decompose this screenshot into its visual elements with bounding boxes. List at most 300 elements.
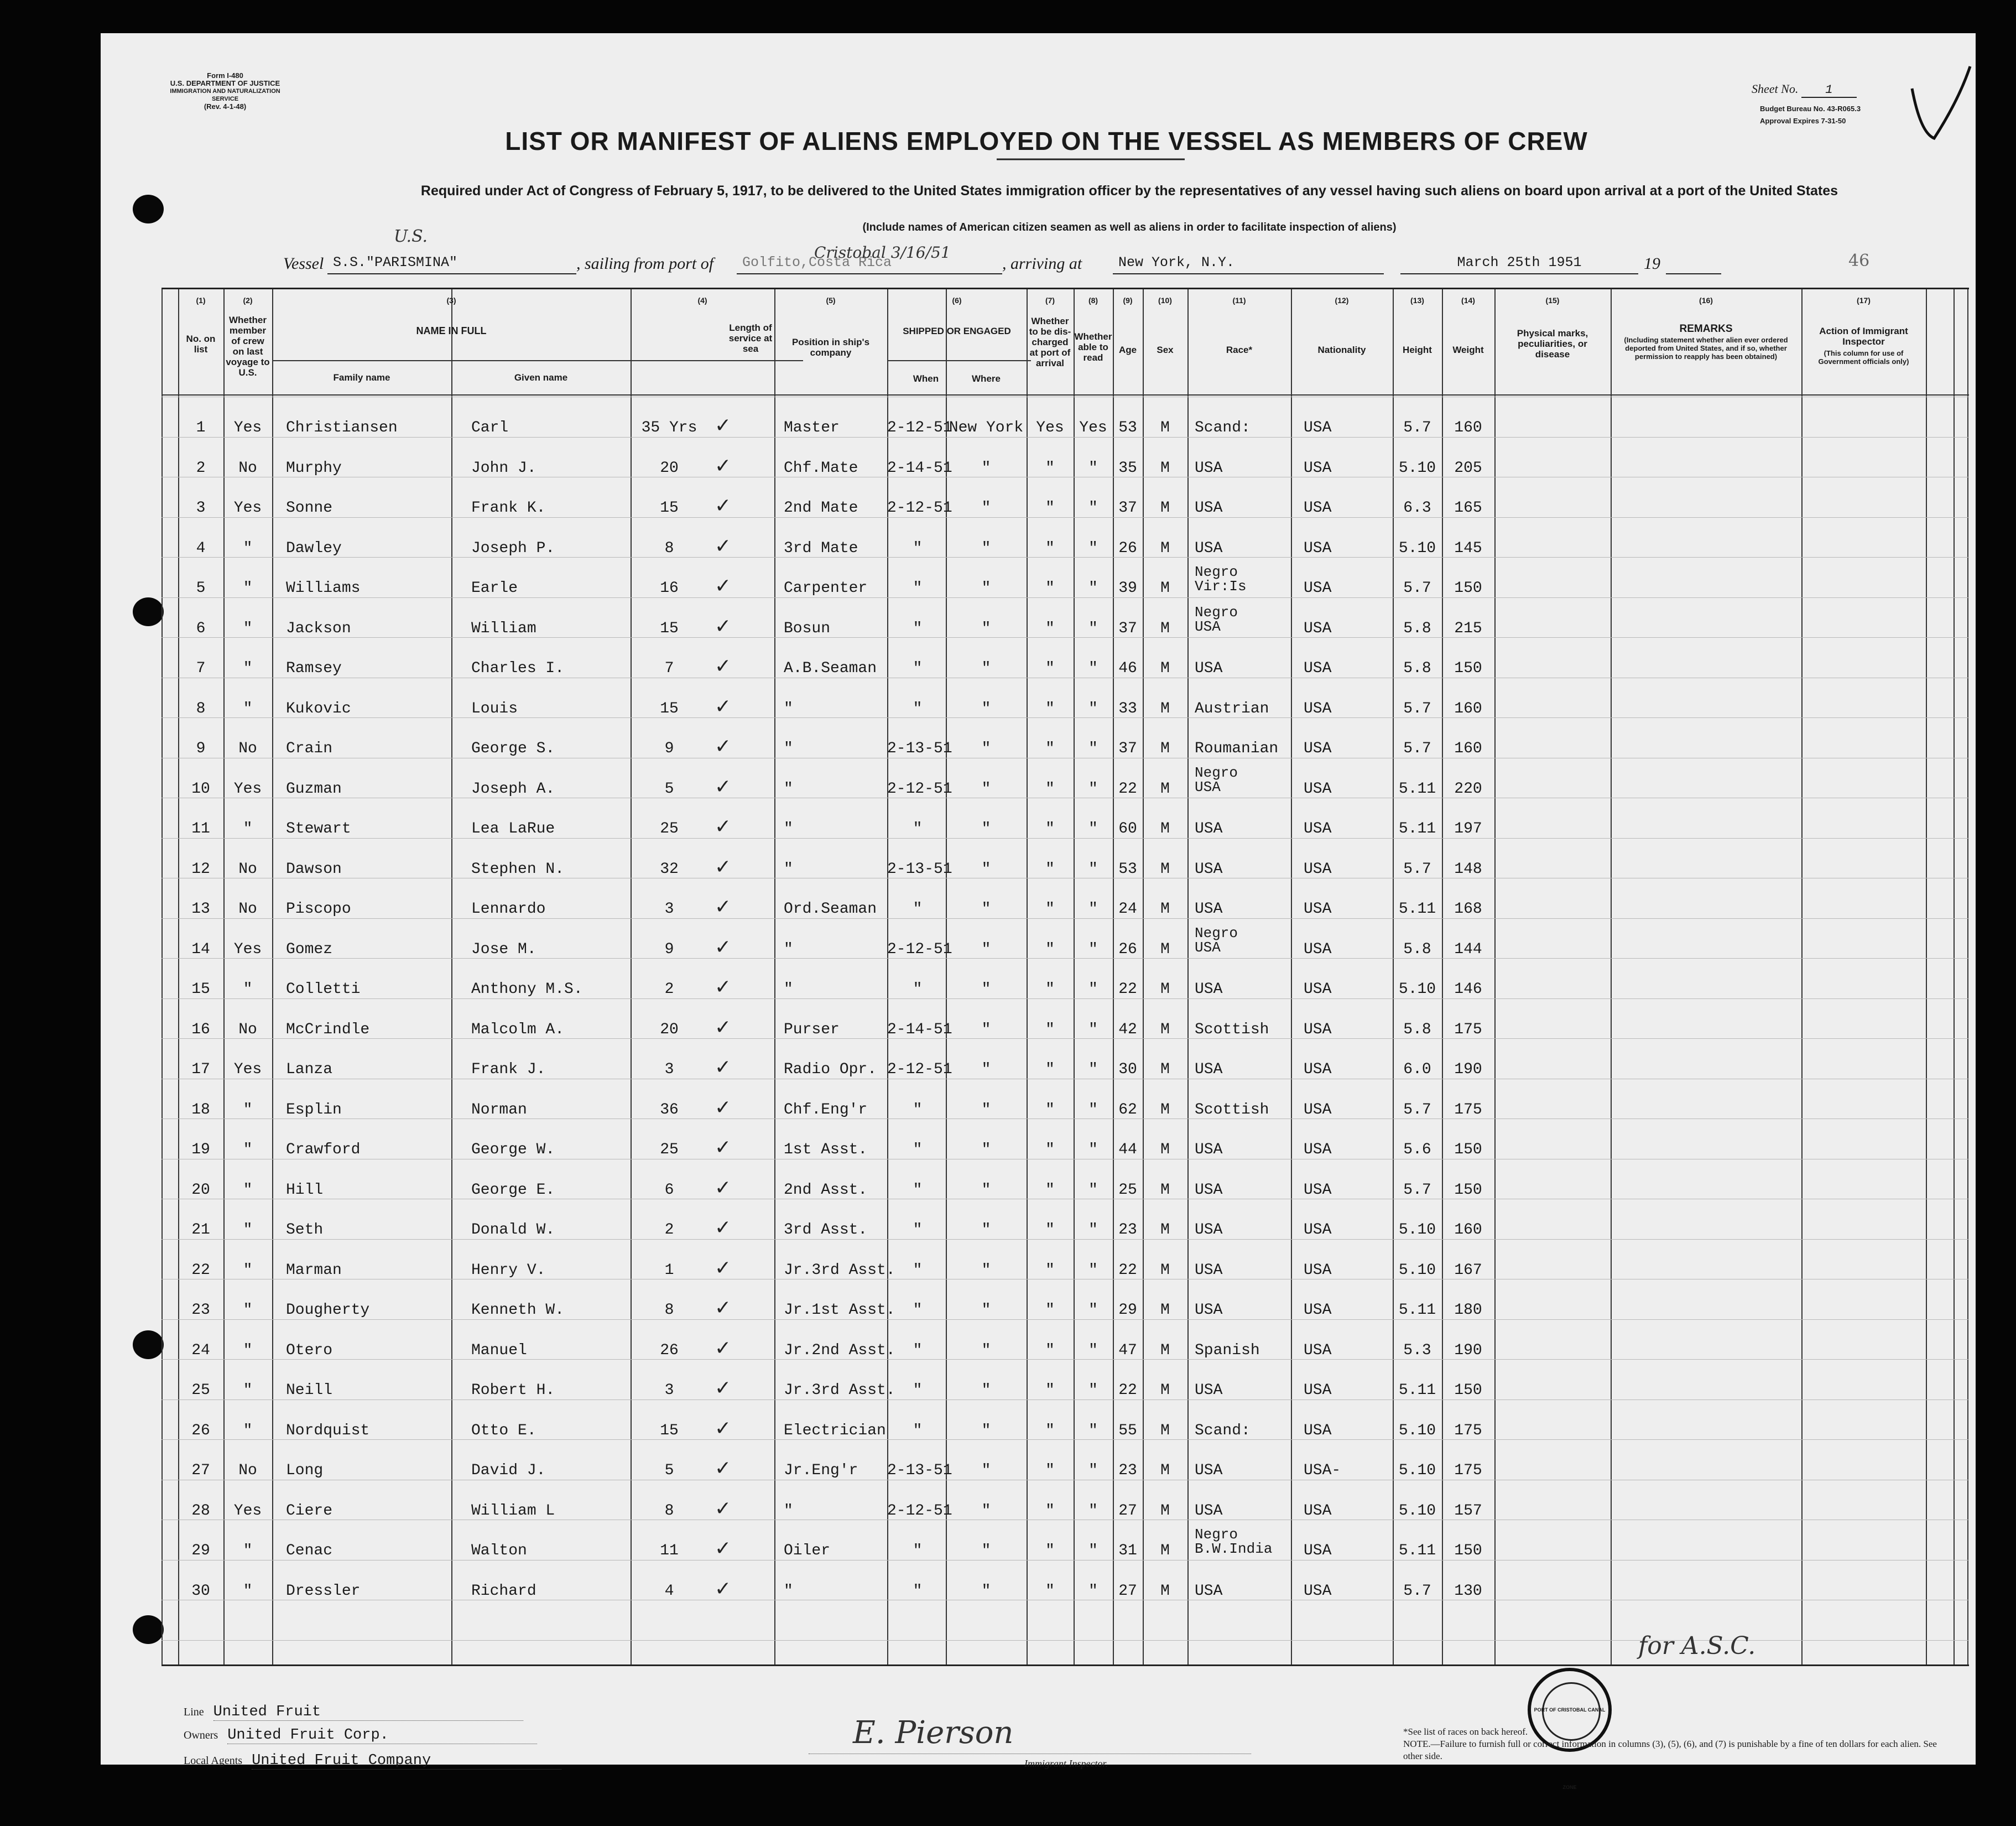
cell-race: USA [1195, 660, 1223, 677]
cell-race: USA [1195, 1382, 1223, 1399]
cell-shipped-when: " [913, 1141, 923, 1158]
cell-shipped-where: " [981, 1261, 991, 1279]
cell-given-name: Lea LaRue [471, 820, 555, 837]
sailing-port: Golfito,Costa Rica [737, 254, 1002, 274]
cell-length-service: 35 Yrs [641, 419, 697, 436]
cell-prev-voyage: Yes [233, 419, 262, 436]
cell-position: 2nd Mate [784, 500, 858, 517]
check-mark-icon: ✓ [715, 1016, 732, 1039]
cell-length-service: 6 [664, 1181, 674, 1199]
cell-shipped-where: " [981, 539, 991, 557]
cell-sex: M [1160, 580, 1170, 597]
cell-sex: M [1160, 1021, 1170, 1038]
owners-value: United Fruit Corp. [227, 1727, 537, 1744]
cell-race: USA [1195, 860, 1223, 878]
cell-length-service: 26 [660, 1341, 679, 1359]
cell-given-name: Otto E. [471, 1422, 536, 1439]
cell-row-number: 9 [196, 740, 206, 757]
header-when: When [913, 373, 939, 384]
cell-height: 5.10 [1398, 981, 1436, 998]
cell-given-name: Earle [471, 580, 518, 597]
cell-position: " [784, 1502, 793, 1520]
cell-given-name: Malcolm A. [471, 1021, 565, 1038]
cell-discharged: " [1045, 1181, 1055, 1199]
cell-length-service: 9 [664, 940, 674, 958]
header-no: No. on list [186, 334, 216, 355]
cell-race: USA [1195, 1462, 1223, 1479]
service-name: IMMIGRATION AND NATURALIZATION SERVICE [170, 88, 280, 102]
cell-nationality: USA [1304, 1382, 1332, 1399]
sailing-label: , sailing from port of [576, 254, 714, 273]
cell-able-read: " [1088, 1422, 1098, 1439]
cell-able-read: " [1088, 1101, 1098, 1119]
cell-shipped-when: 2-12-51 [887, 500, 952, 517]
cell-position: Electrician [784, 1422, 886, 1439]
agents-label: Local Agents [184, 1755, 243, 1767]
cell-sex: M [1160, 700, 1170, 717]
cell-row-number: 14 [191, 940, 210, 958]
header-sex: Sex [1157, 345, 1174, 355]
check-mark-icon: ✓ [715, 1256, 732, 1279]
cell-discharged: " [1045, 1261, 1055, 1279]
cell-family-name: Otero [286, 1341, 333, 1359]
cell-position: Jr.2nd Asst. [784, 1341, 895, 1359]
cell-position: Chf.Eng'r [784, 1101, 868, 1119]
cell-prev-voyage: No [238, 1021, 257, 1038]
cell-position: Jr.1st Asst. [784, 1302, 895, 1319]
cell-discharged: " [1045, 1021, 1055, 1038]
cell-family-name: Esplin [286, 1101, 342, 1119]
cell-weight: 165 [1454, 500, 1482, 517]
cell-height: 5.10 [1398, 1221, 1436, 1239]
cell-length-service: 4 [664, 1582, 674, 1600]
cell-height: 5.11 [1398, 1382, 1436, 1399]
cell-shipped-when: " [913, 1101, 923, 1119]
cell-nationality: USA [1304, 500, 1332, 517]
check-mark-icon: ✓ [715, 735, 732, 758]
cell-row-number: 15 [191, 981, 210, 998]
cell-family-name: Kukovic [286, 700, 351, 717]
cell-sex: M [1160, 860, 1170, 878]
cell-height: 5.7 [1403, 1582, 1431, 1600]
cell-weight: 150 [1454, 660, 1482, 677]
cell-position: " [784, 1582, 793, 1600]
race-line-1: Negro [1195, 604, 1238, 621]
cell-age: 23 [1118, 1462, 1137, 1479]
cell-discharged: " [1045, 1502, 1055, 1520]
cell-able-read: " [1088, 1181, 1098, 1199]
cell-shipped-where: " [981, 780, 991, 798]
cell-able-read: " [1088, 1582, 1098, 1600]
row-rule [162, 1319, 1969, 1320]
cell-position: Master [784, 419, 840, 436]
cell-shipped-where: " [981, 1341, 991, 1359]
cell-race: Roumanian [1195, 740, 1279, 757]
check-mark-icon: ✓ [715, 1176, 732, 1199]
cell-race: Scand: [1195, 1422, 1251, 1439]
cell-age: 25 [1118, 1181, 1137, 1199]
cell-position: A.B.Seaman [784, 660, 877, 677]
cell-position: " [784, 860, 793, 878]
cell-able-read: " [1088, 620, 1098, 637]
cell-position: " [784, 820, 793, 837]
cell-shipped-when: " [913, 580, 923, 597]
cell-weight: 180 [1454, 1302, 1482, 1319]
cell-weight: 197 [1454, 820, 1482, 837]
cell-prev-voyage: " [243, 1221, 253, 1239]
header-action-sub: (This column for use of Government officials only) [1818, 349, 1909, 366]
cell-able-read: " [1088, 1542, 1098, 1559]
cell-shipped-where: " [981, 620, 991, 637]
cell-discharged: " [1045, 1061, 1055, 1078]
header-position: Position in ship's company [791, 337, 870, 358]
cell-given-name: Frank K. [471, 500, 546, 517]
cell-height: 5.3 [1403, 1341, 1431, 1359]
cell-given-name: Donald W. [471, 1221, 555, 1239]
cell-age: 22 [1118, 981, 1137, 998]
cell-row-number: 25 [191, 1382, 210, 1399]
cell-discharged: " [1045, 901, 1055, 918]
cell-shipped-where: " [981, 901, 991, 918]
cell-position: Bosun [784, 620, 831, 637]
cell-row-number: 19 [191, 1141, 210, 1158]
check-mark-icon: ✓ [715, 495, 732, 517]
cell-able-read: " [1088, 1221, 1098, 1239]
col-num: (3) [446, 296, 456, 305]
cell-position: " [784, 740, 793, 757]
cell-nationality: USA [1304, 459, 1332, 477]
cell-weight: 168 [1454, 901, 1482, 918]
races-note: *See list of races on back hereof. [1403, 1726, 1528, 1737]
cell-family-name: Cenac [286, 1542, 333, 1559]
header-length: Length of service at sea [728, 322, 773, 354]
cell-row-number: 2 [196, 459, 206, 477]
cell-prev-voyage: " [243, 1261, 253, 1279]
cell-discharged: " [1045, 860, 1055, 878]
cell-height: 5.10 [1398, 1261, 1436, 1279]
cell-able-read: " [1088, 901, 1098, 918]
cell-prev-voyage: " [243, 580, 253, 597]
cell-position: Ord.Seaman [784, 901, 877, 918]
header-action: Action of Immigrant Inspector [1819, 326, 1908, 347]
cell-given-name: Louis [471, 700, 518, 717]
cell-prev-voyage: No [238, 901, 257, 918]
cell-able-read: " [1088, 500, 1098, 517]
cell-weight: 146 [1454, 981, 1482, 998]
header-name-full: NAME IN FULL [416, 325, 487, 336]
cell-given-name: Stephen N. [471, 860, 565, 878]
cell-height: 5.10 [1398, 539, 1436, 557]
cell-race: USA [1195, 1261, 1223, 1279]
cell-nationality: USA [1304, 940, 1332, 958]
cell-discharged: " [1045, 1462, 1055, 1479]
race-line-2: Vir:Is [1195, 578, 1247, 595]
cell-shipped-where: " [981, 700, 991, 717]
cell-shipped-when: 2-12-51 [887, 1502, 952, 1520]
cell-sex: M [1160, 1181, 1170, 1199]
cell-prev-voyage: Yes [233, 1502, 262, 1520]
cell-height: 5.7 [1403, 419, 1431, 436]
cell-length-service: 8 [664, 1302, 674, 1319]
approval-expiry: Approval Expires 7-31-50 [1760, 117, 1846, 125]
cell-position: Jr.Eng'r [784, 1462, 858, 1479]
cell-row-number: 13 [191, 901, 210, 918]
cell-nationality: USA [1304, 740, 1332, 757]
cell-prev-voyage: No [238, 860, 257, 878]
row-rule [162, 1038, 1969, 1039]
cell-shipped-when: " [913, 620, 923, 637]
cell-sex: M [1160, 500, 1170, 517]
cell-discharged: " [1045, 740, 1055, 757]
cell-given-name: Lennardo [471, 901, 546, 918]
cell-height: 6.3 [1403, 500, 1431, 517]
cell-shipped-where: " [981, 1221, 991, 1239]
cell-race [1195, 1527, 1290, 1556]
race-line-1: Negro [1195, 924, 1238, 941]
cell-nationality: USA [1304, 780, 1332, 798]
cell-family-name: Stewart [286, 820, 351, 837]
cell-position: Oiler [784, 1542, 831, 1559]
cell-race [1195, 926, 1290, 955]
cell-given-name: Norman [471, 1101, 527, 1119]
cell-family-name: Crain [286, 740, 333, 757]
cell-discharged: " [1045, 940, 1055, 958]
cell-shipped-where: " [981, 860, 991, 878]
cell-nationality: USA [1304, 1261, 1332, 1279]
cell-shipped-where: " [981, 940, 991, 958]
cell-height: 5.7 [1403, 1181, 1431, 1199]
cell-sex: M [1160, 820, 1170, 837]
cell-prev-voyage: " [243, 1302, 253, 1319]
cell-position: " [784, 780, 793, 798]
cell-age: 60 [1118, 820, 1137, 837]
cell-family-name: Gomez [286, 940, 333, 958]
col-num: (1) [196, 296, 206, 305]
cell-age: 29 [1118, 1302, 1137, 1319]
cell-length-service: 15 [660, 1422, 679, 1439]
cell-sex: M [1160, 780, 1170, 798]
cell-shipped-where: " [981, 820, 991, 837]
cell-discharged: " [1045, 620, 1055, 637]
cell-age: 44 [1118, 1141, 1137, 1158]
cell-given-name: William [471, 620, 536, 637]
cell-shipped-where: " [981, 1422, 991, 1439]
stamp-text: PORT OF CRISTOBAL CANAL ZONE [1534, 1707, 1606, 1790]
cell-prev-voyage: " [243, 1422, 253, 1439]
row-rule [162, 1439, 1969, 1440]
cell-family-name: Seth [286, 1221, 324, 1239]
row-rule [162, 1239, 1969, 1240]
cell-race: USA [1195, 459, 1223, 477]
cell-prev-voyage: " [243, 981, 253, 998]
cell-discharged: " [1045, 1221, 1055, 1239]
header-family: Family name [333, 372, 390, 383]
cell-age: 22 [1118, 1261, 1137, 1279]
cell-nationality: USA [1304, 820, 1332, 837]
cell-sex: M [1160, 1221, 1170, 1239]
cell-shipped-when: " [913, 700, 923, 717]
cell-age: 23 [1118, 1221, 1137, 1239]
cell-shipped-where: " [981, 1502, 991, 1520]
cell-length-service: 2 [664, 981, 674, 998]
cell-weight: 160 [1454, 740, 1482, 757]
cell-position: Radio Opr. [784, 1061, 877, 1078]
cell-position: Chf.Mate [784, 459, 858, 477]
cell-nationality: USA [1304, 1141, 1332, 1158]
arrival-date: March 25th 1951 [1400, 254, 1638, 274]
cell-shipped-when: " [913, 1221, 923, 1239]
cell-height: 6.0 [1403, 1061, 1431, 1078]
cell-row-number: 28 [191, 1502, 210, 1520]
cell-age: 31 [1118, 1542, 1137, 1559]
cell-given-name: Jose M. [471, 940, 536, 958]
vessel-name: S.S."PARISMINA" [327, 254, 576, 274]
cell-race: Scand: [1195, 419, 1251, 436]
cell-weight: 160 [1454, 419, 1482, 436]
cell-discharged: " [1045, 700, 1055, 717]
cell-race [1195, 766, 1290, 794]
cell-age: 33 [1118, 700, 1137, 717]
row-rule [162, 958, 1969, 959]
cell-discharged: " [1045, 1422, 1055, 1439]
header-race: Race* [1226, 345, 1253, 355]
cell-nationality: USA [1304, 1101, 1332, 1119]
cell-given-name: Kenneth W. [471, 1302, 565, 1319]
cell-family-name: Murphy [286, 459, 342, 477]
inspector-signature: E. Pierson [853, 1715, 1014, 1751]
owners-label: Owners [184, 1729, 218, 1741]
check-mark-icon: ✓ [715, 775, 732, 798]
check-mark-icon: ✓ [715, 1537, 732, 1560]
cell-sex: M [1160, 1502, 1170, 1520]
cell-row-number: 21 [191, 1221, 210, 1239]
cell-height: 5.7 [1403, 700, 1431, 717]
check-mark-icon: ✓ [715, 935, 732, 959]
vessel-label: Vessel [283, 254, 324, 273]
line-label: Line [184, 1706, 204, 1718]
title-underline [997, 156, 1185, 164]
col-num: (11) [1232, 296, 1246, 305]
check-mark-icon: ✓ [715, 575, 732, 597]
cell-shipped-when: " [913, 1422, 923, 1439]
cell-nationality: USA [1304, 1181, 1332, 1199]
cell-sex: M [1160, 1382, 1170, 1399]
cell-nationality: USA [1304, 1341, 1332, 1359]
cell-family-name: Crawford [286, 1141, 361, 1158]
cell-shipped-when: " [913, 1382, 923, 1399]
cell-race: USA [1195, 500, 1223, 517]
cell-age: 42 [1118, 1021, 1137, 1038]
check-mark-icon: ✓ [715, 1336, 732, 1360]
check-mark-icon: ✓ [715, 1457, 732, 1480]
cell-row-number: 27 [191, 1462, 210, 1479]
cell-sex: M [1160, 1542, 1170, 1559]
cell-given-name: John J. [471, 459, 536, 477]
cell-given-name: Robert H. [471, 1382, 555, 1399]
cell-age: 46 [1118, 660, 1137, 677]
cell-height: 5.7 [1403, 1101, 1431, 1119]
arriving-label: , arriving at [1002, 254, 1082, 273]
cell-prev-voyage: No [238, 740, 257, 757]
cell-race: USA [1195, 1502, 1223, 1520]
col-num: (7) [1045, 296, 1055, 305]
cell-sex: M [1160, 1302, 1170, 1319]
cell-height: 5.11 [1398, 1302, 1436, 1319]
cell-weight: 220 [1454, 780, 1482, 798]
cell-weight: 175 [1454, 1021, 1482, 1038]
cell-shipped-where: " [981, 1141, 991, 1158]
cell-given-name: David J. [471, 1462, 546, 1479]
check-mark-icon: ✓ [715, 414, 732, 437]
cell-able-read: " [1088, 1261, 1098, 1279]
cell-family-name: Nordquist [286, 1422, 370, 1439]
cell-length-service: 32 [660, 860, 679, 878]
header-prev-voyage: Whether member of crew on last voyage to U.S. [226, 315, 270, 378]
cell-height: 5.10 [1398, 1462, 1436, 1479]
cell-prev-voyage: " [243, 1141, 253, 1158]
check-mark-icon: ✓ [715, 534, 732, 558]
cell-discharged: " [1045, 1302, 1055, 1319]
cell-able-read: " [1088, 1061, 1098, 1078]
cell-discharged: " [1045, 1341, 1055, 1359]
punch-hole [133, 1330, 164, 1359]
cell-sex: M [1160, 660, 1170, 677]
cell-sex: M [1160, 1141, 1170, 1158]
cell-able-read: " [1088, 1502, 1098, 1520]
line-value: United Fruit [213, 1704, 523, 1721]
col-num: (9) [1123, 296, 1133, 305]
check-mark-icon: ✓ [715, 695, 732, 718]
cell-length-service: 1 [664, 1261, 674, 1279]
cell-length-service: 16 [660, 580, 679, 597]
race-line-1: Negro [1195, 764, 1238, 781]
cell-prev-voyage: Yes [233, 500, 262, 517]
cell-able-read: " [1088, 1141, 1098, 1158]
cell-age: 62 [1118, 1101, 1137, 1119]
cell-weight: 150 [1454, 580, 1482, 597]
cell-shipped-where: " [981, 1021, 991, 1038]
cell-discharged: " [1045, 1382, 1055, 1399]
header-weight: Weight [1452, 345, 1484, 355]
col-num: (16) [1699, 296, 1713, 305]
row-rule [162, 918, 1969, 919]
cell-prev-voyage: No [238, 459, 257, 477]
cell-length-service: 36 [660, 1101, 679, 1119]
cell-row-number: 16 [191, 1021, 210, 1038]
check-mark-icon: ✓ [715, 815, 732, 838]
cell-weight: 190 [1454, 1341, 1482, 1359]
cell-sex: M [1160, 1101, 1170, 1119]
cell-weight: 175 [1454, 1462, 1482, 1479]
cell-row-number: 17 [191, 1061, 210, 1078]
check-mark-icon: ✓ [715, 1056, 732, 1079]
cell-shipped-where: " [981, 660, 991, 677]
vessel-note: U.S. [394, 227, 428, 246]
cell-height: 5.7 [1403, 580, 1431, 597]
cell-sex: M [1160, 1462, 1170, 1479]
cell-length-service: 5 [664, 1462, 674, 1479]
cell-shipped-when: " [913, 1181, 923, 1199]
cell-row-number: 8 [196, 700, 206, 717]
header-discharged: Whether to be dis-charged at port of arrival [1029, 316, 1071, 368]
cell-prev-voyage: " [243, 1542, 253, 1559]
cell-shipped-when: " [913, 901, 923, 918]
cell-family-name: Neill [286, 1382, 333, 1399]
manifest-sheet [101, 33, 1976, 1790]
cell-able-read: " [1088, 981, 1098, 998]
cell-family-name: Guzman [286, 780, 342, 798]
cell-age: 37 [1118, 620, 1137, 637]
